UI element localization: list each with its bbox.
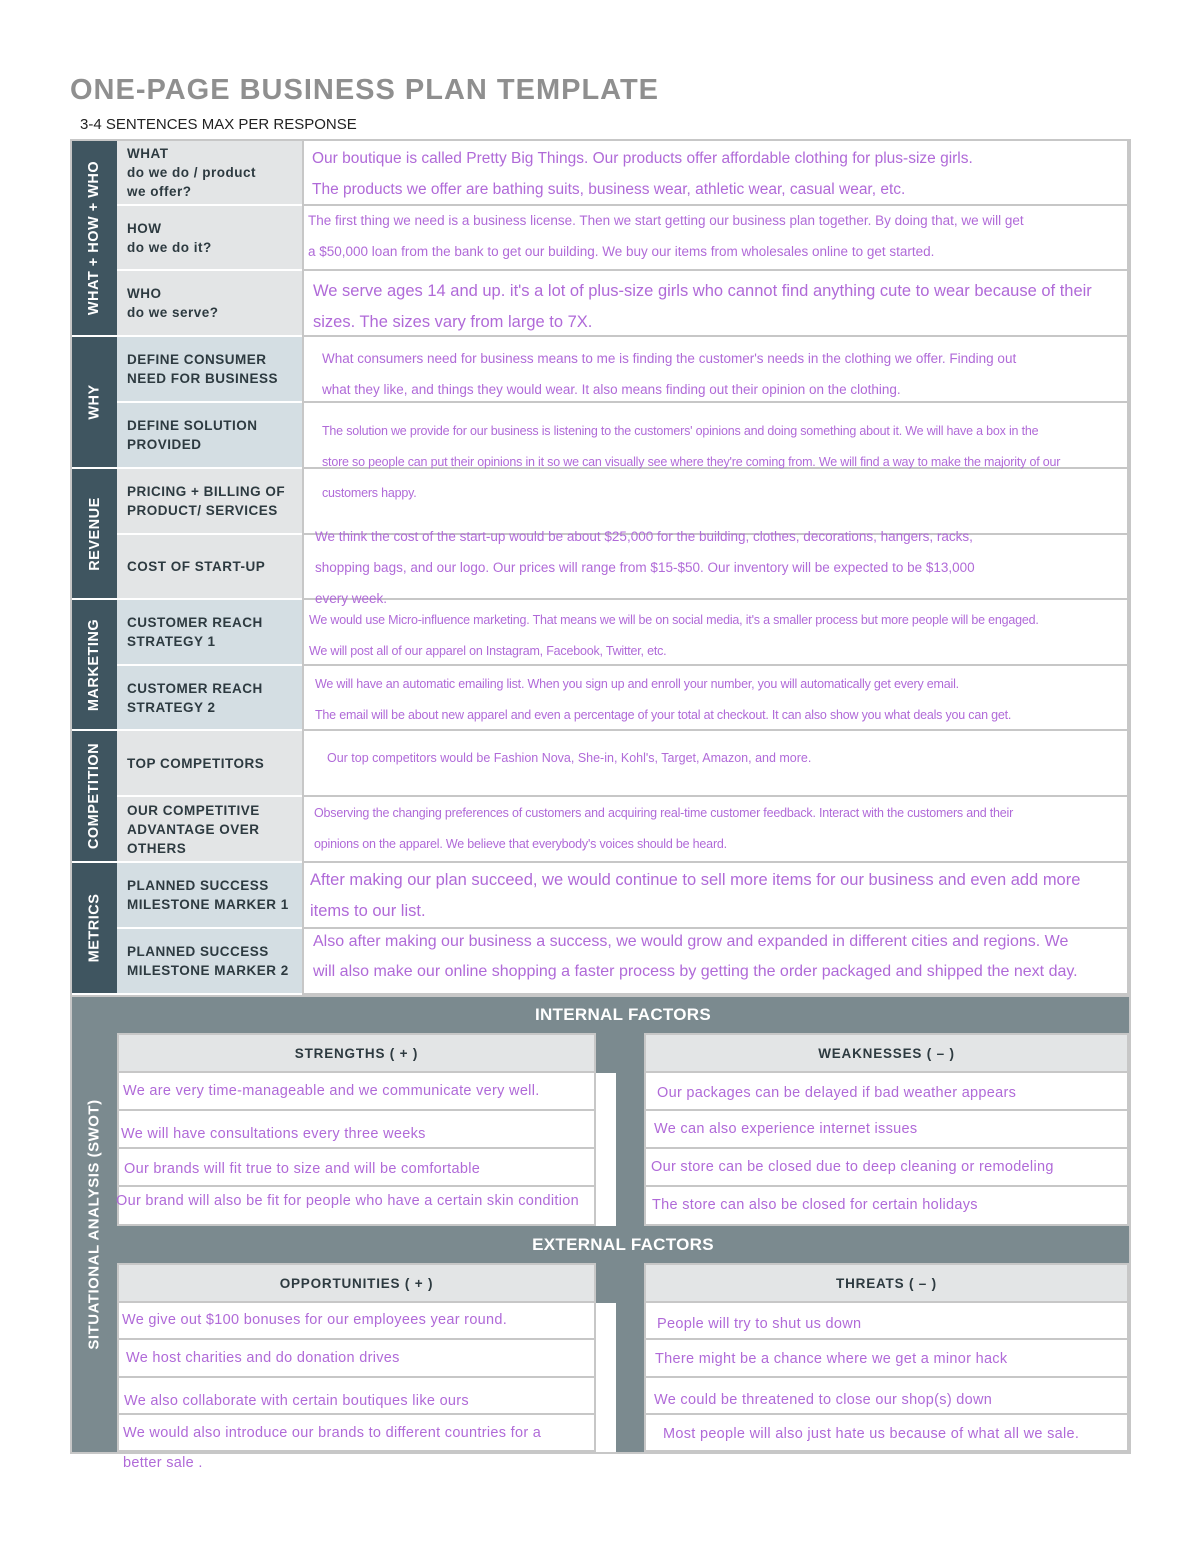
label-milestone-2: PLANNED SUCCESS MILESTONE MARKER 2 — [117, 929, 302, 995]
opportunity-item: We host charities and do donation drives — [126, 1350, 400, 1366]
opportunities-header: OPPORTUNITIES ( + ) — [117, 1263, 596, 1303]
response-competitors: Our top competitors would be Fashion Nova, She-in, Kohl's, Target, Amazon, and more. — [327, 751, 812, 765]
weaknesses-header: WEAKNESSES ( – ) — [644, 1033, 1129, 1073]
opportunity-item: We also collaborate with certain boutiques like ours — [124, 1393, 469, 1409]
opportunity-item: better sale . — [123, 1455, 203, 1471]
response-milestone-2: Also after making our business a success, we would grow and expanded in different cities and regions. We will also make our online shopping a faster process by getting the order packaged and shipped the next day. — [313, 933, 1078, 980]
response-how: The first thing we need is a business license. Then we start getting our business plan together. By doing that, we will get a $50,000 loan from the bank to get our building. We buy our items from wholesales online to get started. — [308, 213, 1024, 259]
response-solution: The solution we provide for our business is listening to the customers' opinions and doing something about it. We will have a box in the store so people can put their opinions in it so we can visually see where they're coming from. We will find a way to make the majority of our customers happy. — [322, 424, 1061, 500]
label-who: WHO do we serve? — [117, 271, 302, 337]
swot-separator-gap — [596, 1303, 616, 1452]
internal-factors-header: INTERNAL FACTORS — [117, 997, 1129, 1033]
label-reach-2: CUSTOMER REACH STRATEGY 2 — [117, 666, 302, 731]
response-advantage: Observing the changing preferences of customers and acquiring real-time customer feedback. Interact with the customers and their opinions on the apparel. We believe that everybody's voices should be heard. — [314, 806, 1014, 851]
label-advantage: OUR COMPETITIVE ADVANTAGE OVER OTHERS — [117, 797, 302, 863]
label-how: HOW do we do it? — [117, 206, 302, 271]
label-solution: DEFINE SOLUTION PROVIDED — [117, 403, 302, 469]
strength-item: We are very time-manageable and we communicate very well. — [123, 1083, 540, 1099]
label-milestone-1: PLANNED SUCCESS MILESTONE MARKER 1 — [117, 863, 302, 929]
section-marketing: MARKETING — [72, 600, 117, 731]
threat-item: Most people will also just hate us because of what all we sale. — [663, 1426, 1080, 1442]
label-reach-1: CUSTOMER REACH STRATEGY 1 — [117, 600, 302, 666]
response-who: We serve ages 14 and up. it's a lot of plus-size girls who cannot find anything cute to wear because of their sizes. The sizes vary from large to 7X. — [313, 282, 1092, 331]
strength-item: Our brands will fit true to size and will be comfortable — [124, 1161, 481, 1177]
response-reach-1: We would use Micro-influence marketing. That means we will be on social media, it's a smaller process but more people will be engaged. We will post all of our apparel on Instagram, Facebook, Twitter, etc. — [309, 613, 1039, 658]
weakness-item: We can also experience internet issues — [654, 1121, 918, 1137]
response-consumer-need: What consumers need for business means to me is finding the customer's needs in the clothing we offer. Finding out what they like, and things they would wear. It also means finding out their opinion on the clothing. — [322, 351, 1017, 397]
external-factors-header: EXTERNAL FACTORS — [117, 1226, 1129, 1263]
strength-item: We will have consultations every three weeks — [121, 1126, 426, 1142]
strengths-header: STRENGTHS ( + ) — [117, 1033, 596, 1073]
opportunity-item: We would also introduce our brands to different countries for a — [123, 1425, 542, 1441]
section-swot: SITUATIONAL ANALYSIS (SWOT) — [72, 997, 117, 1452]
strength-item: Our brand will also be fit for people who have a certain skin condition — [116, 1193, 579, 1209]
threat-item: People will try to shut us down — [657, 1316, 862, 1332]
weakness-item: The store can also be closed for certain holidays — [652, 1197, 978, 1213]
swot-separator-gap — [596, 1073, 616, 1226]
page-title: ONE-PAGE BUSINESS PLAN TEMPLATE — [70, 74, 660, 106]
response-milestone-1: After making our plan succeed, we would continue to sell more items for our business and even add more items to our list. — [310, 871, 1081, 920]
label-competitors: TOP COMPETITORS — [117, 731, 302, 797]
label-startup-cost: COST OF START-UP — [117, 535, 302, 600]
weakness-item: Our store can be closed due to deep cleaning or remodeling — [651, 1159, 1054, 1175]
page-subtitle: 3-4 SENTENCES MAX PER RESPONSE — [80, 116, 357, 133]
threats-header: THREATS ( – ) — [644, 1263, 1129, 1303]
threat-item: We could be threatened to close our shop(s) down — [654, 1392, 993, 1408]
section-what-how-who: WHAT + HOW + WHO — [72, 141, 117, 337]
weakness-item: Our packages can be delayed if bad weather appears — [657, 1085, 1017, 1101]
section-revenue: REVENUE — [72, 469, 117, 600]
opportunity-item: We give out $100 bonuses for our employees year round. — [122, 1312, 508, 1328]
response-what: Our boutique is called Pretty Big Things. Our products offer affordable clothing for plus-size girls. The products we offer are bathing suits, business wear, athletic wear, casual wear, etc. — [312, 150, 973, 198]
label-pricing: PRICING + BILLING OF PRODUCT/ SERVICES — [117, 469, 302, 535]
section-why: WHY — [72, 337, 117, 469]
threat-item: There might be a chance where we get a minor hack — [655, 1351, 1008, 1367]
label-consumer-need: DEFINE CONSUMER NEED FOR BUSINESS — [117, 337, 302, 403]
label-what: WHAT do we do / product we offer? — [117, 141, 302, 206]
response-startup-cost: We think the cost of the start-up would be about $25,000 for the building, clothes, decorations, hangers, racks, shopping bags, and our logo. Our prices will range from $15-$50. Our inventory will be expected to be $13,000 every week. — [315, 529, 975, 606]
section-competition: COMPETITION — [72, 731, 117, 863]
response-reach-2: We will have an automatic emailing list. When you sign up and enroll your number, you will automatically get every email. The email will be about new apparel and even a percentage of your total at checkout. It can also show you what deals you can get. — [315, 677, 1012, 722]
section-metrics: METRICS — [72, 863, 117, 995]
